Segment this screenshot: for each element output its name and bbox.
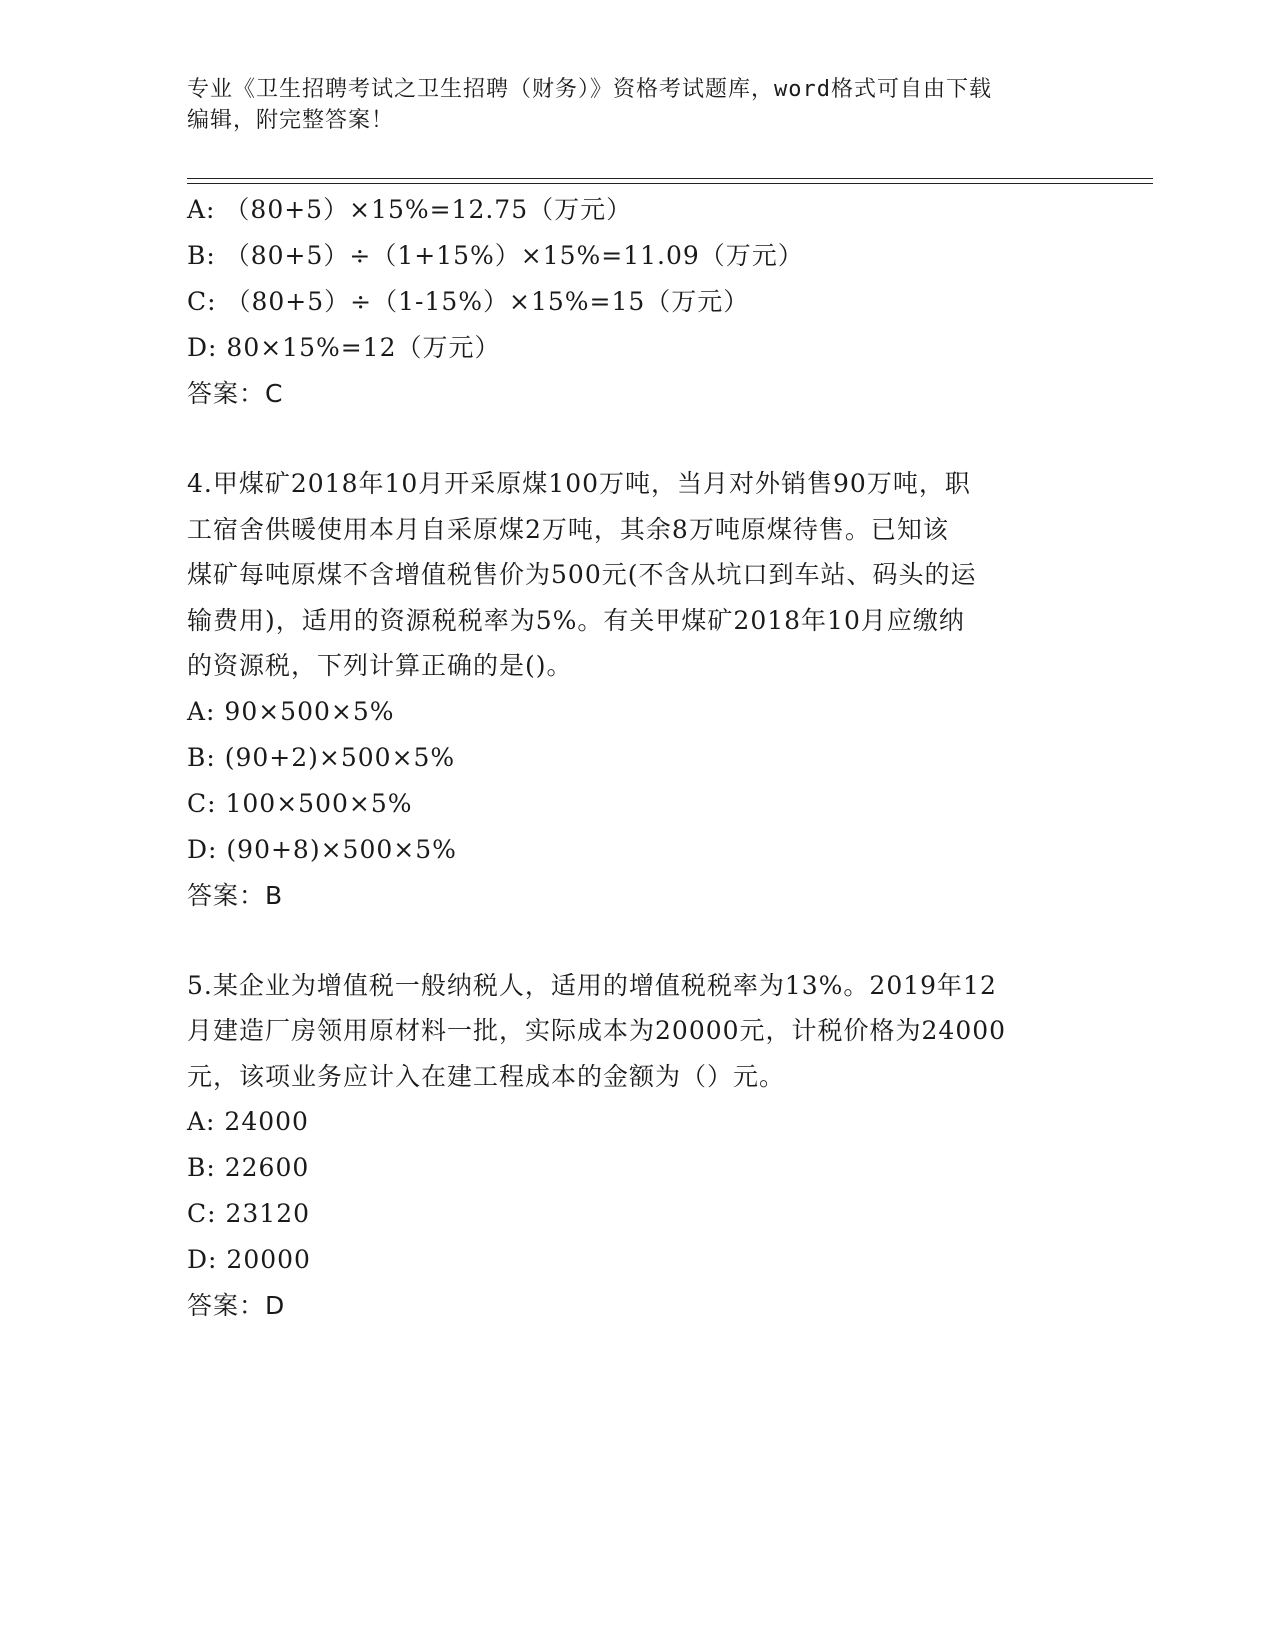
- question-text-line: 元，该项业务应计入在建工程成本的金额为（）元。: [187, 1061, 786, 1091]
- question-text: [187, 461, 1087, 689]
- option-b: B: 22600: [187, 1153, 310, 1182]
- header-divider-top: [187, 178, 1153, 179]
- option-d: D: 80×15%=12（万元）: [187, 333, 501, 362]
- question-4: [187, 461, 1087, 919]
- document-header: [187, 74, 1087, 136]
- question-text-line: 输费用)，适用的资源税税率为5%。有关甲煤矿2018年10月应缴纳: [187, 605, 965, 635]
- answer-label: 答案：B: [187, 880, 284, 910]
- question-list: [187, 187, 1087, 1329]
- option-b: B: （80+5）÷（1+15%）×15%=11.09（万元）: [187, 241, 804, 270]
- option-b: B: (90+2)×500×5%: [187, 742, 456, 772]
- option-c: C: （80+5）÷（1-15%）×15%=15（万元）: [187, 287, 750, 316]
- question-text: [187, 963, 1087, 1100]
- option-a: A: 24000: [187, 1107, 309, 1136]
- answer-label: 答案：D: [187, 1291, 286, 1320]
- answer-label: 答案：C: [187, 379, 284, 408]
- question-text-line: 月建造厂房领用原材料一批，实际成本为20000元，计税价格为24000: [187, 1016, 1007, 1045]
- question-text-line: 4.甲煤矿2018年10月开采原煤100万吨，当月对外销售90万吨，职: [187, 469, 971, 498]
- question-3: [187, 187, 1087, 417]
- header-line-1: 专业《卫生招聘考试之卫生招聘（财务）》资格考试题库，word格式可自由下载: [187, 77, 992, 102]
- option-a: A: （80+5）×15%=12.75（万元）: [187, 195, 633, 224]
- option-d: D: 20000: [187, 1245, 311, 1274]
- question-text-line: 的资源税，下列计算正确的是()。: [187, 651, 573, 680]
- option-a: A: 90×500×5%: [187, 696, 395, 726]
- option-c: C: 100×500×5%: [187, 788, 413, 818]
- question-text-line: 工宿舍供暖使用本月自采原煤2万吨，其余8万吨原煤待售。已知该: [187, 514, 949, 544]
- header-divider-bottom: [187, 183, 1153, 184]
- option-d: D: (90+8)×500×5%: [187, 834, 457, 864]
- question-5: [187, 963, 1087, 1330]
- option-c: C: 23120: [187, 1199, 311, 1228]
- header-line-2: 编辑，附完整答案！: [187, 108, 395, 133]
- question-text-line: 5.某企业为增值税一般纳税人，适用的增值税税率为13%。2019年12: [187, 970, 997, 1000]
- question-text-line: 煤矿每吨原煤不含增值税售价为500元(不含从坑口到车站、码头的运: [187, 560, 977, 589]
